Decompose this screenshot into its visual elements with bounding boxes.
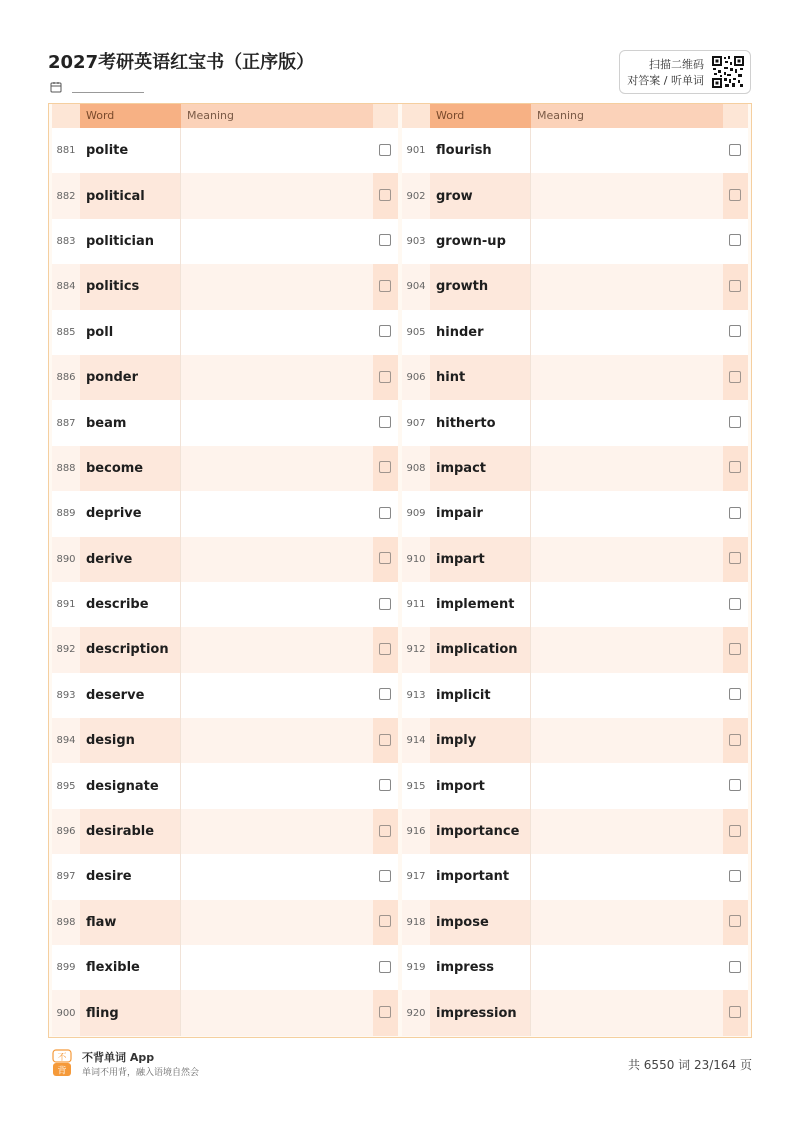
date-field bbox=[50, 80, 144, 93]
word-number: 884 bbox=[56, 281, 76, 293]
check-cell bbox=[373, 945, 398, 990]
table-row bbox=[52, 854, 398, 899]
word-text: impose bbox=[430, 900, 531, 945]
table-row bbox=[402, 763, 748, 808]
table-row bbox=[52, 673, 398, 718]
check-cell bbox=[723, 718, 748, 763]
check-cell bbox=[373, 673, 398, 718]
meaning-cell[interactable] bbox=[531, 900, 723, 945]
word-text: importance bbox=[430, 809, 531, 854]
table-row bbox=[402, 854, 748, 899]
meaning-cell[interactable] bbox=[531, 854, 723, 899]
meaning-cell[interactable] bbox=[531, 400, 723, 445]
header-word: Word bbox=[80, 104, 181, 128]
word-number: 882 bbox=[56, 190, 76, 202]
word-number: 902 bbox=[406, 190, 426, 202]
check-cell bbox=[723, 809, 748, 854]
meaning-cell[interactable] bbox=[531, 718, 723, 763]
meaning-cell[interactable] bbox=[181, 854, 373, 899]
word-number: 889 bbox=[56, 508, 76, 520]
checkbox[interactable] bbox=[729, 915, 741, 927]
meaning-cell[interactable] bbox=[531, 627, 723, 672]
table-row bbox=[402, 809, 748, 854]
table-row bbox=[402, 128, 748, 173]
table-row bbox=[52, 537, 398, 582]
word-number: 917 bbox=[406, 871, 426, 883]
check-cell bbox=[373, 128, 398, 173]
checkbox[interactable] bbox=[379, 734, 391, 746]
word-number: 899 bbox=[56, 962, 76, 974]
word-text: imply bbox=[430, 718, 531, 763]
word-text: design bbox=[80, 718, 181, 763]
check-cell bbox=[373, 582, 398, 627]
word-text: deprive bbox=[80, 491, 181, 536]
check-cell bbox=[373, 718, 398, 763]
checkbox[interactable] bbox=[379, 325, 391, 337]
word-text: hitherto bbox=[430, 400, 531, 445]
checkbox[interactable] bbox=[379, 144, 391, 156]
word-number: 883 bbox=[56, 235, 76, 247]
word-number: 901 bbox=[406, 145, 426, 157]
checkbox[interactable] bbox=[379, 189, 391, 201]
word-number: 907 bbox=[406, 417, 426, 429]
left-rows bbox=[52, 128, 398, 1036]
check-cell bbox=[373, 446, 398, 491]
check-cell bbox=[373, 854, 398, 899]
checkbox[interactable] bbox=[379, 688, 391, 700]
table-row bbox=[402, 491, 748, 536]
right-rows bbox=[402, 128, 748, 1036]
meaning-cell[interactable] bbox=[531, 310, 723, 355]
checkbox[interactable] bbox=[379, 825, 391, 837]
table-row bbox=[52, 900, 398, 945]
word-text: impression bbox=[430, 990, 531, 1035]
meaning-cell[interactable] bbox=[531, 537, 723, 582]
app-logo bbox=[52, 1049, 72, 1077]
page-title: 2027考研英语红宝书（正序版） bbox=[48, 52, 315, 73]
word-text: flexible bbox=[80, 945, 181, 990]
table-row bbox=[52, 582, 398, 627]
checkbox[interactable] bbox=[379, 507, 391, 519]
word-number: 911 bbox=[406, 599, 426, 611]
checkbox[interactable] bbox=[729, 825, 741, 837]
meaning-cell[interactable] bbox=[181, 582, 373, 627]
table-row bbox=[52, 718, 398, 763]
checkbox[interactable] bbox=[379, 234, 391, 246]
word-text: become bbox=[80, 446, 181, 491]
check-cell bbox=[723, 355, 748, 400]
word-number: 909 bbox=[406, 508, 426, 520]
check-cell bbox=[373, 355, 398, 400]
table-row bbox=[52, 945, 398, 990]
table-row bbox=[402, 673, 748, 718]
meaning-cell[interactable] bbox=[531, 809, 723, 854]
word-number: 905 bbox=[406, 326, 426, 338]
checkbox[interactable] bbox=[729, 325, 741, 337]
checkbox[interactable] bbox=[379, 915, 391, 927]
table-row bbox=[402, 537, 748, 582]
check-cell bbox=[723, 627, 748, 672]
checkbox[interactable] bbox=[729, 416, 741, 428]
meaning-cell[interactable] bbox=[181, 264, 373, 309]
word-number: 916 bbox=[406, 826, 426, 838]
meaning-cell[interactable] bbox=[181, 219, 373, 264]
table-row bbox=[52, 809, 398, 854]
word-number: 918 bbox=[406, 916, 426, 928]
table-row bbox=[402, 945, 748, 990]
meaning-cell[interactable] bbox=[181, 355, 373, 400]
word-number: 894 bbox=[56, 735, 76, 747]
table-row bbox=[402, 446, 748, 491]
header-meaning: Meaning bbox=[531, 104, 723, 128]
meaning-cell[interactable] bbox=[531, 173, 723, 218]
check-cell bbox=[373, 219, 398, 264]
word-text: implication bbox=[430, 627, 531, 672]
checkbox[interactable] bbox=[379, 416, 391, 428]
check-cell bbox=[723, 990, 748, 1035]
table-row bbox=[402, 310, 748, 355]
word-number: 914 bbox=[406, 735, 426, 747]
word-table bbox=[48, 103, 752, 1038]
header-meaning: Meaning bbox=[181, 104, 373, 128]
meaning-cell[interactable] bbox=[531, 673, 723, 718]
checkbox[interactable] bbox=[729, 371, 741, 383]
meaning-cell[interactable] bbox=[531, 990, 723, 1035]
checkbox[interactable] bbox=[379, 280, 391, 292]
word-text: growth bbox=[430, 264, 531, 309]
table-row bbox=[52, 990, 398, 1035]
word-number: 900 bbox=[56, 1007, 76, 1019]
meaning-cell[interactable] bbox=[181, 310, 373, 355]
word-number: 893 bbox=[56, 689, 76, 701]
word-number: 896 bbox=[56, 826, 76, 838]
table-row bbox=[52, 355, 398, 400]
word-text: hinder bbox=[430, 310, 531, 355]
checkbox[interactable] bbox=[729, 688, 741, 700]
checkbox[interactable] bbox=[729, 598, 741, 610]
word-number: 919 bbox=[406, 962, 426, 974]
meaning-cell[interactable] bbox=[531, 264, 723, 309]
word-number: 892 bbox=[56, 644, 76, 656]
table-row bbox=[402, 990, 748, 1035]
table-row bbox=[402, 355, 748, 400]
word-number: 897 bbox=[56, 871, 76, 883]
checkbox[interactable] bbox=[379, 779, 391, 791]
word-number: 904 bbox=[406, 281, 426, 293]
word-text: deserve bbox=[80, 673, 181, 718]
svg-text:背: 背 bbox=[57, 1066, 67, 1077]
check-cell bbox=[373, 537, 398, 582]
word-text: desirable bbox=[80, 809, 181, 854]
check-cell bbox=[723, 264, 748, 309]
checkbox[interactable] bbox=[729, 961, 741, 973]
word-text: desire bbox=[80, 854, 181, 899]
word-text: grow bbox=[430, 173, 531, 218]
check-cell bbox=[723, 673, 748, 718]
word-number: 912 bbox=[406, 644, 426, 656]
checkbox[interactable] bbox=[729, 779, 741, 791]
check-cell bbox=[723, 219, 748, 264]
meaning-cell[interactable] bbox=[181, 128, 373, 173]
checkbox[interactable] bbox=[379, 643, 391, 655]
checkbox[interactable] bbox=[729, 234, 741, 246]
check-cell bbox=[723, 128, 748, 173]
word-text: designate bbox=[80, 763, 181, 808]
meaning-cell[interactable] bbox=[531, 219, 723, 264]
check-cell bbox=[373, 763, 398, 808]
word-text: hint bbox=[430, 355, 531, 400]
word-text: describe bbox=[80, 582, 181, 627]
word-number: 887 bbox=[56, 417, 76, 429]
meaning-cell[interactable] bbox=[531, 491, 723, 536]
table-row bbox=[52, 763, 398, 808]
meaning-cell[interactable] bbox=[181, 763, 373, 808]
checkbox[interactable] bbox=[729, 507, 741, 519]
check-cell bbox=[723, 400, 748, 445]
checkbox[interactable] bbox=[729, 1006, 741, 1018]
meaning-cell[interactable] bbox=[531, 763, 723, 808]
meaning-cell[interactable] bbox=[181, 400, 373, 445]
meaning-cell[interactable] bbox=[531, 355, 723, 400]
word-number: 885 bbox=[56, 326, 76, 338]
table-row bbox=[402, 900, 748, 945]
table-row bbox=[52, 400, 398, 445]
checkbox[interactable] bbox=[729, 144, 741, 156]
meaning-cell[interactable] bbox=[181, 627, 373, 672]
word-number: 906 bbox=[406, 372, 426, 384]
checkbox[interactable] bbox=[379, 371, 391, 383]
checkbox[interactable] bbox=[379, 598, 391, 610]
word-number: 886 bbox=[56, 372, 76, 384]
table-row bbox=[402, 718, 748, 763]
check-cell bbox=[723, 537, 748, 582]
word-text: flourish bbox=[430, 128, 531, 173]
meaning-cell[interactable] bbox=[181, 809, 373, 854]
left-column bbox=[52, 104, 398, 1037]
table-row bbox=[52, 627, 398, 672]
word-number: 891 bbox=[56, 599, 76, 611]
table-row bbox=[52, 264, 398, 309]
table-row bbox=[402, 400, 748, 445]
check-cell bbox=[723, 582, 748, 627]
table-row bbox=[52, 173, 398, 218]
checkbox[interactable] bbox=[379, 961, 391, 973]
word-number: 888 bbox=[56, 462, 76, 474]
word-text: politician bbox=[80, 219, 181, 264]
word-text: impair bbox=[430, 491, 531, 536]
meaning-cell[interactable] bbox=[181, 990, 373, 1035]
word-number: 895 bbox=[56, 780, 76, 792]
check-cell bbox=[373, 900, 398, 945]
word-number: 898 bbox=[56, 916, 76, 928]
check-cell bbox=[723, 446, 748, 491]
meaning-cell[interactable] bbox=[531, 446, 723, 491]
table-header bbox=[52, 104, 398, 128]
checkbox[interactable] bbox=[379, 1006, 391, 1018]
qr-code-icon[interactable] bbox=[711, 55, 745, 89]
table-row bbox=[402, 264, 748, 309]
check-cell bbox=[373, 264, 398, 309]
word-text: beam bbox=[80, 400, 181, 445]
header-word: Word bbox=[430, 104, 531, 128]
checkbox[interactable] bbox=[729, 552, 741, 564]
word-number: 908 bbox=[406, 462, 426, 474]
word-text: grown-up bbox=[430, 219, 531, 264]
word-text: import bbox=[430, 763, 531, 808]
table-row bbox=[52, 219, 398, 264]
word-text: impress bbox=[430, 945, 531, 990]
checkbox[interactable] bbox=[729, 734, 741, 746]
right-column bbox=[402, 104, 748, 1037]
word-number: 890 bbox=[56, 553, 76, 565]
word-number: 881 bbox=[56, 145, 76, 157]
table-row bbox=[52, 128, 398, 173]
word-number: 903 bbox=[406, 235, 426, 247]
check-cell bbox=[373, 310, 398, 355]
table-row bbox=[402, 173, 748, 218]
word-text: ponder bbox=[80, 355, 181, 400]
word-text: polite bbox=[80, 128, 181, 173]
app-name: 不背单词 App bbox=[82, 1051, 155, 1064]
check-cell bbox=[723, 900, 748, 945]
meaning-cell[interactable] bbox=[181, 491, 373, 536]
check-cell bbox=[723, 173, 748, 218]
check-cell bbox=[723, 310, 748, 355]
checkbox[interactable] bbox=[379, 870, 391, 882]
meaning-cell[interactable] bbox=[531, 582, 723, 627]
check-cell bbox=[723, 854, 748, 899]
check-cell bbox=[723, 763, 748, 808]
meaning-cell[interactable] bbox=[181, 900, 373, 945]
qr-caption-line2: 对答案 / 听单词 bbox=[627, 74, 704, 87]
word-text: political bbox=[80, 173, 181, 218]
meaning-cell[interactable] bbox=[181, 673, 373, 718]
check-cell bbox=[373, 990, 398, 1035]
meaning-cell[interactable] bbox=[181, 537, 373, 582]
check-cell bbox=[373, 491, 398, 536]
word-text: description bbox=[80, 627, 181, 672]
meaning-cell[interactable] bbox=[181, 173, 373, 218]
table-row bbox=[52, 310, 398, 355]
word-number: 910 bbox=[406, 553, 426, 565]
svg-text:不: 不 bbox=[57, 1053, 67, 1063]
table-row bbox=[402, 219, 748, 264]
app-slogan: 单词不用背，融入语境自然会 bbox=[82, 1068, 200, 1078]
word-number: 915 bbox=[406, 780, 426, 792]
table-row bbox=[402, 627, 748, 672]
qr-code-panel[interactable] bbox=[619, 50, 751, 94]
meaning-cell[interactable] bbox=[181, 718, 373, 763]
checkbox[interactable] bbox=[729, 280, 741, 292]
table-row bbox=[52, 491, 398, 536]
checkbox[interactable] bbox=[729, 189, 741, 201]
table-header bbox=[402, 104, 748, 128]
check-cell bbox=[723, 945, 748, 990]
table-row bbox=[402, 582, 748, 627]
check-cell bbox=[373, 809, 398, 854]
word-text: flaw bbox=[80, 900, 181, 945]
calendar-icon bbox=[50, 81, 62, 93]
checkbox[interactable] bbox=[379, 552, 391, 564]
checkbox[interactable] bbox=[729, 461, 741, 473]
word-number: 913 bbox=[406, 689, 426, 701]
word-text: poll bbox=[80, 310, 181, 355]
check-cell bbox=[373, 627, 398, 672]
word-text: fling bbox=[80, 990, 181, 1035]
word-text: important bbox=[430, 854, 531, 899]
check-cell bbox=[723, 491, 748, 536]
word-text: impact bbox=[430, 446, 531, 491]
table-row bbox=[52, 446, 398, 491]
meaning-cell[interactable] bbox=[181, 446, 373, 491]
meaning-cell[interactable] bbox=[531, 945, 723, 990]
qr-caption-line1: 扫描二维码 bbox=[649, 58, 704, 71]
word-text: politics bbox=[80, 264, 181, 309]
meaning-cell[interactable] bbox=[181, 945, 373, 990]
check-cell bbox=[373, 173, 398, 218]
date-underline bbox=[72, 80, 144, 93]
check-cell bbox=[373, 400, 398, 445]
word-text: implicit bbox=[430, 673, 531, 718]
checkbox[interactable] bbox=[729, 643, 741, 655]
checkbox[interactable] bbox=[729, 870, 741, 882]
word-text: impart bbox=[430, 537, 531, 582]
page-info: 共 6550 词 23/164 页 bbox=[627, 1058, 752, 1072]
checkbox[interactable] bbox=[379, 461, 391, 473]
meaning-cell[interactable] bbox=[531, 128, 723, 173]
word-text: derive bbox=[80, 537, 181, 582]
word-text: implement bbox=[430, 582, 531, 627]
word-number: 920 bbox=[406, 1007, 426, 1019]
